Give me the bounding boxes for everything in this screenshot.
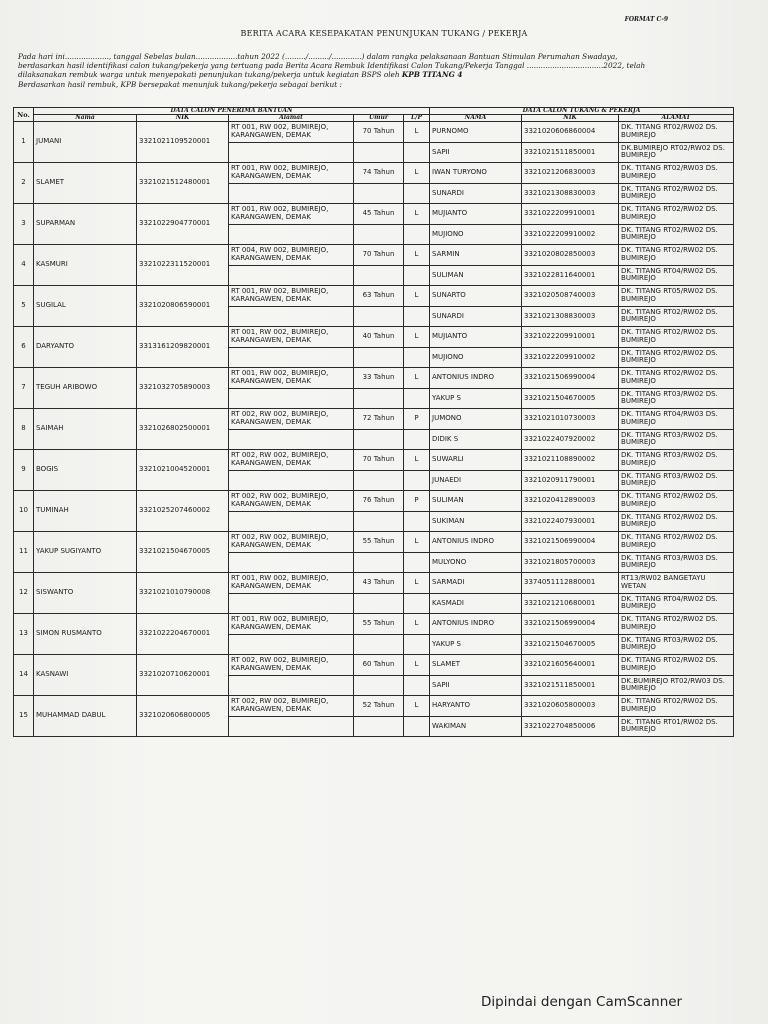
empty-cell <box>229 593 354 614</box>
worker-name: SARMIN <box>430 245 522 266</box>
worker-name: SLAMET <box>430 655 522 676</box>
recipient-name: JUMANI <box>34 122 137 163</box>
row-number: 5 <box>14 286 34 327</box>
worker-address: DK. TITANG RT03/RW02 DS. BUMIREJO <box>619 634 734 655</box>
table-row <box>14 573 734 594</box>
recipient-nik: 3321032705890003 <box>137 368 229 409</box>
recipient-nik: 3321022204670001 <box>137 614 229 655</box>
recipient-gender: L <box>404 327 430 348</box>
empty-cell <box>354 306 404 327</box>
worker-address: DK. TITANG RT03/RW03 DS. BUMIREJO <box>619 552 734 573</box>
worker-address: DK. TITANG RT04/RW02 DS. BUMIREJO <box>619 265 734 286</box>
recipient-gender: L <box>404 368 430 389</box>
worker-name: SAPII <box>430 142 522 163</box>
table-row <box>14 696 734 717</box>
worker-address: DK.BUMIREJO RT02/RW02 DS. BUMIREJO <box>619 142 734 163</box>
worker-nik: 3321021504670005 <box>522 388 619 409</box>
empty-cell <box>404 634 430 655</box>
worker-nik: 3321020412890003 <box>522 491 619 512</box>
recipient-name: KASNAWI <box>34 655 137 696</box>
table-row <box>14 204 734 225</box>
empty-cell <box>404 183 430 204</box>
recipient-name: SUGILAL <box>34 286 137 327</box>
worker-nik: 3321022209910001 <box>522 204 619 225</box>
recipient-name: SAIMAH <box>34 409 137 450</box>
worker-name: MULYONO <box>430 552 522 573</box>
recipient-name: KASMURI <box>34 245 137 286</box>
empty-cell <box>404 470 430 491</box>
worker-name: HARYANTO <box>430 696 522 717</box>
empty-cell <box>404 552 430 573</box>
recipient-gender: L <box>404 573 430 594</box>
table-row <box>14 491 734 512</box>
recipient-address: RT 001, RW 002, BUMIREJO, KARANGAWEN, DEMAK <box>229 163 354 184</box>
recipient-gender: L <box>404 286 430 307</box>
recipient-name: YAKUP SUGIYANTO <box>34 532 137 573</box>
worker-name: MUJIANTO <box>430 204 522 225</box>
recipient-address: RT 004, RW 002, BUMIREJO, KARANGAWEN, DEMAK <box>229 245 354 266</box>
recipient-gender: L <box>404 614 430 635</box>
intro-line-4: Berdasarkan hasil rembuk, KPB bersepakat menunjuk tukang/pekerja sebagai berikut : <box>18 79 342 89</box>
document-title: BERITA ACARA KESEPAKATAN PENUNJUKAN TUKANG / PEKERJA <box>240 29 528 38</box>
header-no: No. <box>14 108 34 122</box>
worker-address: DK. TITANG RT02/RW02 DS. BUMIREJO <box>619 696 734 717</box>
table-row <box>14 532 734 553</box>
recipient-name: SLAMET <box>34 163 137 204</box>
row-number: 8 <box>14 409 34 450</box>
worker-name: PURNOMO <box>430 122 522 143</box>
recipient-age: 55 Tahun <box>354 532 404 553</box>
kpb-name: KPB TITANG 4 <box>401 70 463 80</box>
worker-address: RT13/RW02 BANGETAYU WETAN <box>619 573 734 594</box>
recipient-age: 76 Tahun <box>354 491 404 512</box>
worker-name: ANTONIUS INDRO <box>430 368 522 389</box>
row-number: 6 <box>14 327 34 368</box>
table-header <box>14 108 734 122</box>
empty-cell <box>404 388 430 409</box>
row-number: 3 <box>14 204 34 245</box>
recipient-nik: 3321021512480001 <box>137 163 229 204</box>
recipient-nik: 3313161209820001 <box>137 327 229 368</box>
worker-nik: 3321022407930001 <box>522 511 619 532</box>
worker-address: DK. TITANG RT02/RW02 DS. BUMIREJO <box>619 122 734 143</box>
worker-address: DK. TITANG RT04/RW03 DS. BUMIREJO <box>619 409 734 430</box>
intro-line-2: berdasarkan hasil identifikasi calon tukang/pekerja yang tertuang pada Berita Acara Rembuk Identifikasi Calon Tukang/Pekerja Tanggal .................................2022, telah <box>18 61 646 71</box>
worker-address: DK.BUMIREJO RT02/RW03 DS. BUMIREJO <box>619 675 734 696</box>
empty-cell <box>404 142 430 163</box>
worker-address: DK. TITANG RT05/RW02 DS. BUMIREJO <box>619 286 734 307</box>
recipient-address: RT 001, RW 002, BUMIREJO, KARANGAWEN, DEMAK <box>229 614 354 635</box>
worker-nik: 3321021506990004 <box>522 532 619 553</box>
row-number: 2 <box>14 163 34 204</box>
worker-nik: 3374051112880001 <box>522 573 619 594</box>
recipient-age: 63 Tahun <box>354 286 404 307</box>
header-worker-nama: NAMA <box>430 115 522 122</box>
recipient-name: BOGIS <box>34 450 137 491</box>
worker-address: DK. TITANG RT02/RW02 DS. BUMIREJO <box>619 655 734 676</box>
recipient-gender: P <box>404 409 430 430</box>
worker-nik: 3321022811640001 <box>522 265 619 286</box>
header-nik: NIK <box>137 115 229 122</box>
empty-cell <box>229 388 354 409</box>
recipient-gender: L <box>404 163 430 184</box>
recipient-gender: P <box>404 491 430 512</box>
empty-cell <box>229 634 354 655</box>
row-number: 12 <box>14 573 34 614</box>
worker-address: DK. TITANG RT02/RW02 DS. BUMIREJO <box>619 224 734 245</box>
worker-nik: 3321022407920002 <box>522 429 619 450</box>
recipient-name: MUHAMMAD DABUL <box>34 696 137 737</box>
recipient-name: TEGUH ARIBOWO <box>34 368 137 409</box>
header-group-recipients: DATA CALON PENERIMA BANTUAN <box>34 108 430 115</box>
worker-nik: 3321021605640001 <box>522 655 619 676</box>
worker-name: SUNARDI <box>430 183 522 204</box>
recipient-nik: 3321021109520001 <box>137 122 229 163</box>
worker-name: WAKIMAN <box>430 716 522 737</box>
intro-line-1: Pada hari ini..................., tanggal Sebelas bulan..................tahun 2022 (........./........./.............) dalam rangka pelaksanaan Bantuan Stimulan Perumahan Swadaya, <box>18 52 618 61</box>
worker-name: JUMONO <box>430 409 522 430</box>
empty-cell <box>354 511 404 532</box>
empty-cell <box>229 675 354 696</box>
header-alamat: Alamat <box>229 115 354 122</box>
empty-cell <box>354 183 404 204</box>
recipient-nik: 3321020710620001 <box>137 655 229 696</box>
worker-nik: 3321020606860004 <box>522 122 619 143</box>
worker-address: DK. TITANG RT01/RW02 DS. BUMIREJO <box>619 716 734 737</box>
recipient-gender: L <box>404 655 430 676</box>
empty-cell <box>354 675 404 696</box>
recipient-age: 70 Tahun <box>354 450 404 471</box>
worker-nik: 3321020508740003 <box>522 286 619 307</box>
worker-nik: 3321021010730003 <box>522 409 619 430</box>
row-number: 15 <box>14 696 34 737</box>
worker-nik: 3321020911790001 <box>522 470 619 491</box>
empty-cell <box>354 142 404 163</box>
recipient-age: 43 Tahun <box>354 573 404 594</box>
worker-nik: 3321021506990004 <box>522 614 619 635</box>
empty-cell <box>354 552 404 573</box>
intro-paragraph <box>18 52 736 89</box>
worker-address: DK. TITANG RT04/RW02 DS. BUMIREJO <box>619 593 734 614</box>
worker-nik: 3321022209910002 <box>522 347 619 368</box>
empty-cell <box>229 142 354 163</box>
empty-cell <box>229 511 354 532</box>
recipient-address: RT 001, RW 002, BUMIREJO, KARANGAWEN, DEMAK <box>229 573 354 594</box>
worker-address: DK. TITANG RT02/RW02 DS. BUMIREJO <box>619 347 734 368</box>
table-header-columns-row <box>14 115 734 122</box>
worker-name: JUNAEDI <box>430 470 522 491</box>
worker-name: ANTONIUS INDRO <box>430 614 522 635</box>
worker-nik: 3321021308830003 <box>522 183 619 204</box>
worker-nik: 3321022209910002 <box>522 224 619 245</box>
recipient-address: RT 001, RW 002, BUMIREJO, KARANGAWEN, DEMAK <box>229 204 354 225</box>
recipient-age: 55 Tahun <box>354 614 404 635</box>
worker-nik: 3321021511850001 <box>522 142 619 163</box>
recipient-nik: 3321026802500001 <box>137 409 229 450</box>
recipient-nik: 3321020606800005 <box>137 696 229 737</box>
worker-address: DK. TITANG RT03/RW02 DS. BUMIREJO <box>619 429 734 450</box>
worker-name: MUJIONO <box>430 347 522 368</box>
table-body <box>14 122 734 737</box>
empty-cell <box>229 265 354 286</box>
table-row <box>14 163 734 184</box>
empty-cell <box>404 265 430 286</box>
worker-address: DK. TITANG RT02/RW02 DS. BUMIREJO <box>619 614 734 635</box>
recipient-address: RT 002, RW 002, BUMIREJO, KARANGAWEN, DEMAK <box>229 532 354 553</box>
recipient-name: SIMON RUSMANTO <box>34 614 137 655</box>
worker-name: SUWARLI <box>430 450 522 471</box>
empty-cell <box>354 388 404 409</box>
row-number: 1 <box>14 122 34 163</box>
empty-cell <box>404 347 430 368</box>
header-worker-alamat: ALAMAT <box>619 115 734 122</box>
empty-cell <box>229 347 354 368</box>
worker-address: DK. TITANG RT02/RW02 DS. BUMIREJO <box>619 368 734 389</box>
recipient-age: 74 Tahun <box>354 163 404 184</box>
worker-address: DK. TITANG RT03/RW02 DS. BUMIREJO <box>619 450 734 471</box>
empty-cell <box>404 716 430 737</box>
recipient-nik: 3321021504670005 <box>137 532 229 573</box>
recipient-age: 33 Tahun <box>354 368 404 389</box>
recipient-name: DARYANTO <box>34 327 137 368</box>
row-number: 11 <box>14 532 34 573</box>
header-nama: Nama <box>34 115 137 122</box>
empty-cell <box>404 593 430 614</box>
empty-cell <box>354 716 404 737</box>
empty-cell <box>229 224 354 245</box>
recipient-address: RT 002, RW 002, BUMIREJO, KARANGAWEN, DEMAK <box>229 409 354 430</box>
recipient-gender: L <box>404 450 430 471</box>
empty-cell <box>354 265 404 286</box>
recipient-name: SISWANTO <box>34 573 137 614</box>
worker-address: DK. TITANG RT02/RW02 DS. BUMIREJO <box>619 204 734 225</box>
empty-cell <box>229 470 354 491</box>
table-row <box>14 450 734 471</box>
table-header-group-row <box>14 108 734 115</box>
empty-cell <box>354 593 404 614</box>
worker-nik: 3321021506990004 <box>522 368 619 389</box>
worker-name: MUJIANTO <box>430 327 522 348</box>
recipient-age: 40 Tahun <box>354 327 404 348</box>
empty-cell <box>229 552 354 573</box>
empty-cell <box>404 675 430 696</box>
empty-cell <box>354 224 404 245</box>
row-number: 4 <box>14 245 34 286</box>
worker-nik: 3321020802850003 <box>522 245 619 266</box>
recipient-name: SUPARMAN <box>34 204 137 245</box>
empty-cell <box>229 716 354 737</box>
worker-nik: 3321021504670005 <box>522 634 619 655</box>
worker-address: DK. TITANG RT02/RW02 DS. BUMIREJO <box>619 511 734 532</box>
recipient-nik: 3321021010790008 <box>137 573 229 614</box>
recipient-nik: 3321025207460002 <box>137 491 229 532</box>
worker-name: YAKUP S <box>430 388 522 409</box>
worker-address: DK. TITANG RT02/RW02 DS. BUMIREJO <box>619 306 734 327</box>
worker-address: DK. TITANG RT02/RW02 DS. BUMIREJO <box>619 183 734 204</box>
worker-name: SUNARDI <box>430 306 522 327</box>
worker-name: DIDIK S <box>430 429 522 450</box>
recipient-age: 60 Tahun <box>354 655 404 676</box>
worker-name: ANTONIUS INDRO <box>430 532 522 553</box>
row-number: 10 <box>14 491 34 532</box>
recipient-age: 70 Tahun <box>354 245 404 266</box>
header-group-workers: DATA CALON TUKANG & PEKERJA <box>430 108 734 115</box>
row-number: 14 <box>14 655 34 696</box>
worker-nik: 3321021511850001 <box>522 675 619 696</box>
recipient-name: TUMINAH <box>34 491 137 532</box>
recipient-nik: 3321022311520001 <box>137 245 229 286</box>
recipient-address: RT 001, RW 002, BUMIREJO, KARANGAWEN, DEMAK <box>229 286 354 307</box>
header-lp: L/P <box>404 115 430 122</box>
recipient-age: 52 Tahun <box>354 696 404 717</box>
empty-cell <box>404 429 430 450</box>
worker-address: DK. TITANG RT02/RW03 DS. BUMIREJO <box>619 163 734 184</box>
worker-address: DK. TITANG RT02/RW02 DS. BUMIREJO <box>619 327 734 348</box>
empty-cell <box>404 511 430 532</box>
header-worker-nik: NIK <box>522 115 619 122</box>
header-umur: Umur <box>354 115 404 122</box>
table-row <box>14 122 734 143</box>
worker-address: DK. TITANG RT02/RW02 DS. BUMIREJO <box>619 532 734 553</box>
recipient-age: 72 Tahun <box>354 409 404 430</box>
worker-name: SULIMAN <box>430 491 522 512</box>
worker-name: YAKUP S <box>430 634 522 655</box>
intro-line-3-text: dilaksanakan rembuk warga untuk menyepakati penunjukan tukang/pekerja untuk kegiatan BSPS oleh <box>18 70 400 80</box>
worker-nik: 3321021805700003 <box>522 552 619 573</box>
row-number: 13 <box>14 614 34 655</box>
empty-cell <box>354 347 404 368</box>
worker-nik: 3321020605800003 <box>522 696 619 717</box>
recipient-gender: L <box>404 696 430 717</box>
recipient-gender: L <box>404 204 430 225</box>
recipient-age: 45 Tahun <box>354 204 404 225</box>
table-row <box>14 368 734 389</box>
recipient-gender: L <box>404 122 430 143</box>
worker-nik: 3321022704850006 <box>522 716 619 737</box>
worker-nik: 3321022209910001 <box>522 327 619 348</box>
worker-name: MUJIONO <box>430 224 522 245</box>
recipient-nik: 3321022904770001 <box>137 204 229 245</box>
recipient-address: RT 001, RW 002, BUMIREJO, KARANGAWEN, DEMAK <box>229 122 354 143</box>
format-code: FORMAT C-9 <box>624 16 668 23</box>
worker-name: KASMADI <box>430 593 522 614</box>
empty-cell <box>354 634 404 655</box>
worker-name: SAPII <box>430 675 522 696</box>
empty-cell <box>404 306 430 327</box>
recipient-address: RT 002, RW 002, BUMIREJO, KARANGAWEN, DEMAK <box>229 655 354 676</box>
recipient-gender: L <box>404 245 430 266</box>
recipient-address: RT 002, RW 002, BUMIREJO, KARANGAWEN, DEMAK <box>229 450 354 471</box>
worker-name: IWAN TURYONO <box>430 163 522 184</box>
table-row <box>14 655 734 676</box>
recipient-address: RT 001, RW 002, BUMIREJO, KARANGAWEN, DEMAK <box>229 368 354 389</box>
table-row <box>14 409 734 430</box>
table-row <box>14 245 734 266</box>
scanner-watermark: Dipindai dengan CamScanner <box>481 994 683 1010</box>
row-number: 9 <box>14 450 34 491</box>
recipient-age: 70 Tahun <box>354 122 404 143</box>
worker-name: SARMADI <box>430 573 522 594</box>
recipient-address: RT 002, RW 002, BUMIREJO, KARANGAWEN, DEMAK <box>229 696 354 717</box>
worker-name: SULIMAN <box>430 265 522 286</box>
recipient-nik: 3321020806590001 <box>137 286 229 327</box>
worker-name: SUNARTO <box>430 286 522 307</box>
empty-cell <box>404 224 430 245</box>
worker-address: DK. TITANG RT02/RW02 DS. BUMIREJO <box>619 491 734 512</box>
row-number: 7 <box>14 368 34 409</box>
recipient-gender: L <box>404 532 430 553</box>
recipient-address: RT 001, RW 002, BUMIREJO, KARANGAWEN, DEMAK <box>229 327 354 348</box>
intro-line-3 <box>18 70 736 79</box>
worker-nik: 3321021108890002 <box>522 450 619 471</box>
assignment-table <box>13 107 734 737</box>
recipient-nik: 3321021004520001 <box>137 450 229 491</box>
worker-nik: 3321021206830003 <box>522 163 619 184</box>
table-row <box>14 327 734 348</box>
worker-address: DK. TITANG RT03/RW02 DS. BUMIREJO <box>619 470 734 491</box>
worker-nik: 3321021308830003 <box>522 306 619 327</box>
recipient-address: RT 002, RW 002, BUMIREJO, KARANGAWEN, DEMAK <box>229 491 354 512</box>
worker-address: DK. TITANG RT03/RW02 DS. BUMIREJO <box>619 388 734 409</box>
empty-cell <box>229 306 354 327</box>
worker-name: SUKIMAN <box>430 511 522 532</box>
worker-address: DK. TITANG RT02/RW02 DS. BUMIREJO <box>619 245 734 266</box>
table-row <box>14 286 734 307</box>
worker-nik: 3321021210680001 <box>522 593 619 614</box>
table-row <box>14 614 734 635</box>
empty-cell <box>354 429 404 450</box>
empty-cell <box>354 470 404 491</box>
empty-cell <box>229 429 354 450</box>
empty-cell <box>229 183 354 204</box>
